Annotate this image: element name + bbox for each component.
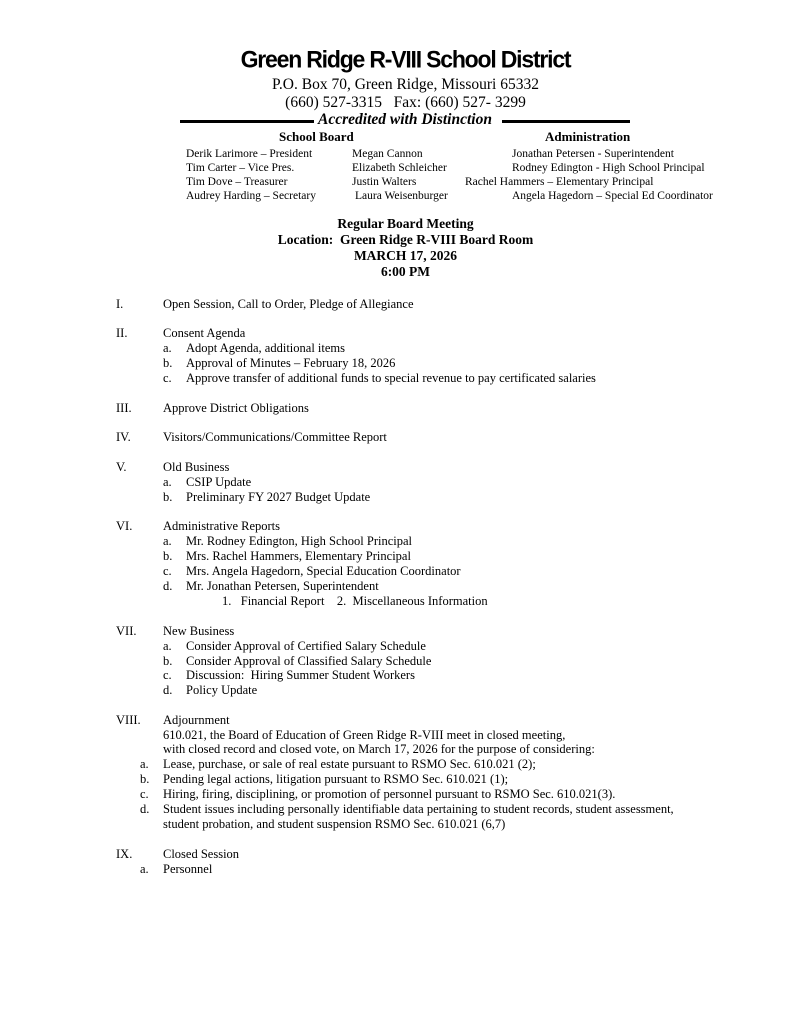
section-number: VII.: [116, 624, 137, 638]
agenda-item: Preliminary FY 2027 Budget Update: [186, 490, 371, 504]
board-member: Tim Carter – Vice Pres.: [186, 162, 295, 174]
agenda-item: Pending legal actions, litigation pursuant to RSMO Sec. 610.021 (1);: [163, 772, 509, 786]
section-number: VI.: [116, 519, 133, 533]
item-letter: a.: [140, 862, 149, 876]
section-title: Closed Session: [163, 847, 240, 861]
section-number: II.: [116, 326, 128, 340]
item-letter: c.: [163, 371, 172, 385]
meeting-location: Location: Green Ridge R-VIII Board Room: [277, 232, 534, 247]
agenda-item: Approval of Minutes – February 18, 2026: [186, 356, 396, 370]
accreditation-banner: [180, 111, 630, 131]
item-letter: a.: [140, 757, 149, 771]
item-letter: a.: [163, 639, 172, 653]
section-number: IV.: [116, 430, 131, 444]
agenda-item: Approve transfer of additional funds to special revenue to pay certificated salaries: [186, 371, 596, 385]
agenda-item: Mr. Rodney Edington, High School Principal: [186, 534, 413, 548]
board-member: Justin Walters: [352, 176, 417, 188]
board-member: Elizabeth Schleicher: [352, 162, 447, 174]
admin-member: Angela Hagedorn – Special Ed Coordinator: [512, 190, 713, 202]
item-letter: d.: [163, 683, 173, 697]
section-title: Consent Agenda: [163, 326, 246, 340]
section-title: Visitors/Communications/Committee Report: [163, 430, 387, 444]
district-name: Green Ridge R-VIII School District: [240, 45, 571, 73]
board-member: Derik Larimore – President: [186, 148, 313, 160]
section-number: III.: [116, 401, 132, 415]
section-title: Old Business: [163, 460, 230, 474]
section-number: I.: [116, 297, 124, 311]
item-letter: a.: [163, 341, 172, 355]
section-number: V.: [116, 460, 127, 474]
meeting-date: MARCH 17, 2026: [353, 248, 458, 263]
section-number: VIII.: [116, 713, 141, 727]
item-letter: b.: [163, 356, 173, 370]
section-title: New Business: [163, 624, 235, 638]
sub-items: 1. Financial Report 2. Miscellaneous Information: [222, 594, 488, 608]
section-title: Open Session, Call to Order, Pledge of Allegiance: [163, 297, 414, 311]
admin-member: Rachel Hammers – Elementary Principal: [465, 176, 654, 188]
agenda-item: Hiring, firing, disciplining, or promotion of personnel pursuant to RSMO Sec. 610.021(3).: [163, 787, 616, 801]
item-letter: b.: [140, 772, 150, 786]
item-letter: c.: [140, 787, 149, 801]
agenda-item: Mrs. Angela Hagedorn, Special Education Coordinator: [186, 564, 461, 578]
item-letter: b.: [163, 549, 173, 563]
agenda-item: Consider Approval of Certified Salary Schedule: [186, 639, 426, 653]
agenda-item: Adopt Agenda, additional items: [186, 341, 346, 355]
item-letter: a.: [163, 475, 172, 489]
agenda-item: Policy Update: [186, 683, 258, 697]
agenda-item: Consider Approval of Classified Salary Schedule: [186, 654, 432, 668]
agenda-item: Discussion: Hiring Summer Student Workers: [186, 668, 415, 682]
item-letter: d.: [163, 579, 173, 593]
phone-fax: (660) 527-3315 Fax: (660) 527- 3299: [285, 94, 526, 111]
meeting-type: Regular Board Meeting: [337, 216, 474, 231]
agenda-item: CSIP Update: [186, 475, 252, 489]
section-title: Adjournment: [163, 713, 230, 727]
agenda-item: Lease, purchase, or sale of real estate pursuant to RSMO Sec. 610.021 (2);: [163, 757, 536, 771]
school-board-heading: School Board: [279, 129, 354, 144]
section-number: IX.: [116, 847, 133, 861]
agenda-item-continued: student probation, and student suspension RSMO Sec. 610.021 (6,7): [163, 817, 506, 831]
item-letter: a.: [163, 534, 172, 548]
item-letter: c.: [163, 668, 172, 682]
section-title: Approve District Obligations: [163, 401, 309, 415]
agenda-item: Personnel: [163, 862, 213, 876]
agenda-item: Mr. Jonathan Petersen, Superintendent: [186, 579, 379, 593]
board-member: Megan Cannon: [352, 148, 423, 160]
closed-meeting-intro: with closed record and closed vote, on March 17, 2026 for the purpose of considering:: [163, 742, 595, 756]
admin-member: Jonathan Petersen - Superintendent: [512, 148, 674, 160]
administration-heading: Administration: [545, 129, 631, 144]
accreditation-text: Accredited with Distinction: [314, 111, 496, 128]
closed-meeting-intro: 610.021, the Board of Education of Green Ridge R-VIII meet in closed meeting,: [163, 728, 566, 742]
board-member: Audrey Harding – Secretary: [186, 190, 316, 202]
section-title: Administrative Reports: [163, 519, 280, 533]
item-letter: d.: [140, 802, 150, 816]
agenda-item: Mrs. Rachel Hammers, Elementary Principal: [186, 549, 411, 563]
board-member: Laura Weisenburger: [355, 190, 448, 202]
board-member: Tim Dove – Treasurer: [186, 176, 288, 188]
agenda-item: Student issues including personally identifiable data pertaining to student records, student assessment,: [163, 802, 674, 816]
item-letter: b.: [163, 654, 173, 668]
district-address: P.O. Box 70, Green Ridge, Missouri 65332: [272, 76, 539, 93]
admin-member: Rodney Edington - High School Principal: [512, 162, 705, 174]
item-letter: b.: [163, 490, 173, 504]
item-letter: c.: [163, 564, 172, 578]
meeting-time: 6:00 PM: [380, 264, 431, 279]
